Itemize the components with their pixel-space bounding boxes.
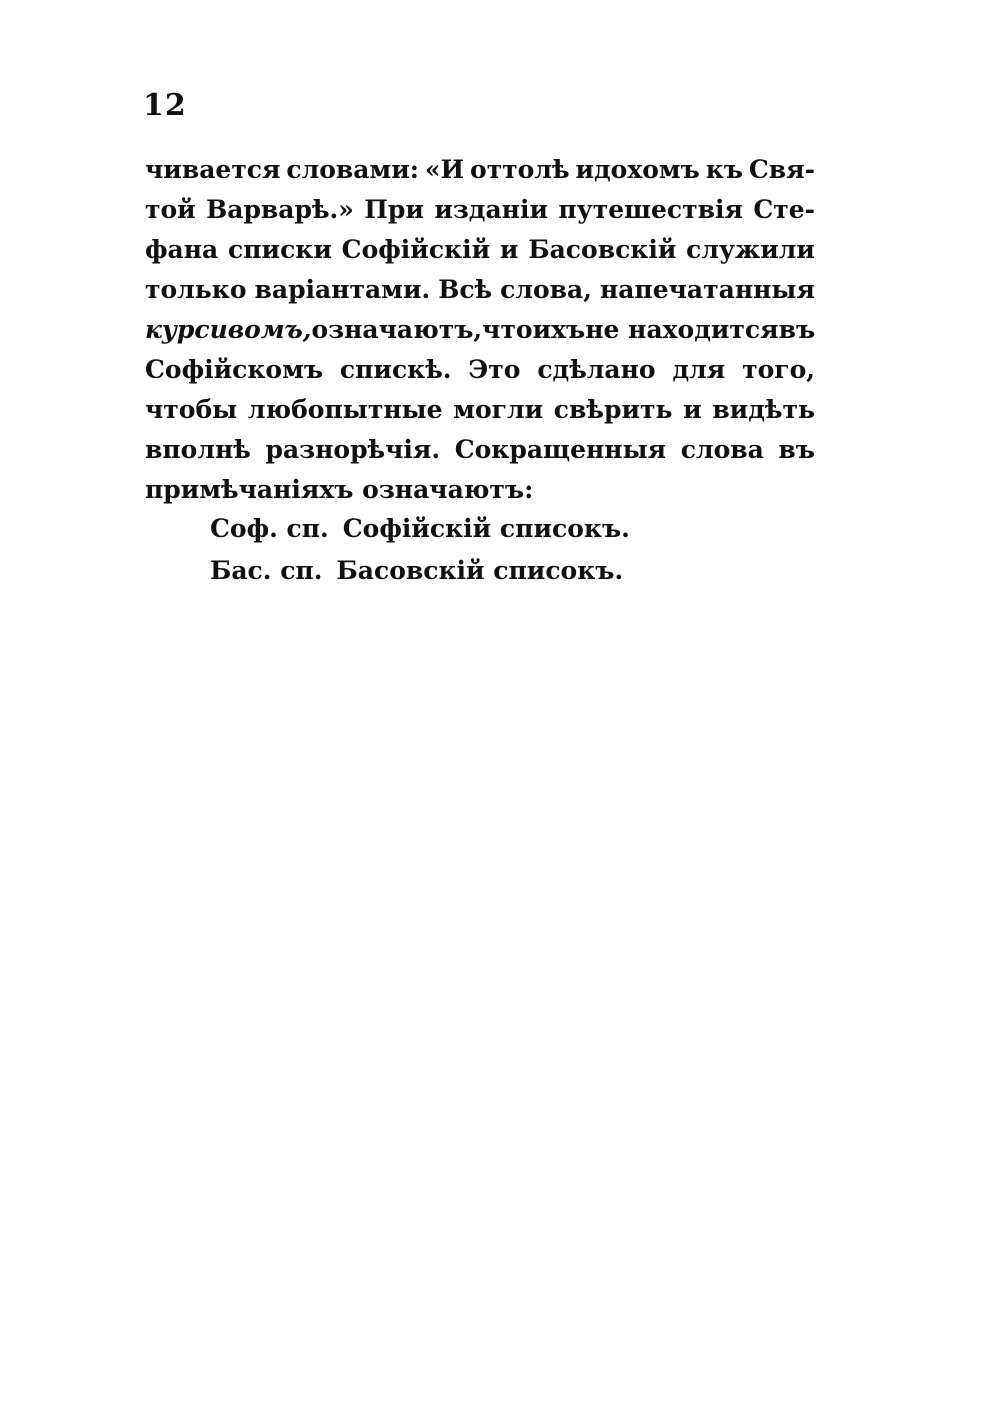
word: не находится [585, 315, 779, 344]
word: чтобы [145, 395, 238, 424]
page-number: 12 [143, 88, 187, 123]
word: могли [453, 395, 544, 424]
word: что [482, 315, 533, 344]
word: оттолѣ [470, 155, 570, 184]
word: Софійскій [341, 235, 491, 264]
word: только [145, 275, 247, 304]
text-line-6 [145, 350, 815, 390]
word: ихъ [532, 315, 586, 344]
text-line-8 [145, 430, 815, 470]
text-line-3 [145, 230, 815, 270]
paragraph [145, 150, 815, 510]
word: въ [778, 435, 815, 464]
word: служили [686, 235, 815, 264]
text-line-5 [145, 310, 815, 350]
word: фана [145, 235, 219, 264]
word: для [672, 355, 726, 384]
word: Свя- [748, 155, 815, 184]
word: вполнѣ [145, 435, 251, 464]
abbreviation: Соф. сп. [210, 514, 329, 543]
abbreviation-meaning: Басовскій списокъ. [336, 556, 624, 585]
text-line-9 [145, 470, 815, 510]
abbreviation-item [210, 508, 630, 550]
word: къ [705, 155, 743, 184]
abbreviation-list [210, 508, 630, 592]
word: путешествія [558, 195, 743, 224]
word: разнорѣчія. [265, 435, 441, 464]
abbreviation: Бас. сп. [210, 556, 323, 585]
word: той [145, 195, 196, 224]
word: и [499, 235, 519, 264]
last-line-text: примѣчаніяхъ означаютъ: [145, 475, 534, 504]
word: слова [680, 435, 764, 464]
word: въ [778, 315, 816, 344]
word: Сокращенныя [454, 435, 667, 464]
italic-word: курсивомъ, [145, 315, 312, 344]
word: Это [468, 355, 521, 384]
word: слова, [500, 275, 592, 304]
abbreviation-meaning: Софійскій списокъ. [342, 514, 630, 543]
word: При [364, 195, 424, 224]
word: спискѣ. [339, 355, 452, 384]
word: видѣть [712, 395, 815, 424]
word: Басовскій [528, 235, 677, 264]
text-line-1 [145, 150, 815, 190]
word: Всѣ [438, 275, 493, 304]
word: сдѣлано [537, 355, 656, 384]
word: Варварѣ.» [206, 195, 354, 224]
word: того, [742, 355, 815, 384]
word: «И [424, 155, 465, 184]
word: варіантами. [254, 275, 431, 304]
word: чивается [145, 155, 281, 184]
text-line-2 [145, 190, 815, 230]
word: списки [228, 235, 332, 264]
abbreviation-item [210, 550, 630, 592]
word: свѣрить [553, 395, 673, 424]
text-line-4 [145, 270, 815, 310]
text-line-7 [145, 390, 815, 430]
word: и [683, 395, 702, 424]
word: идохомъ [575, 155, 700, 184]
word: изданіи [434, 195, 549, 224]
word: означаютъ, [311, 315, 483, 344]
word: любопытные [247, 395, 443, 424]
word: напечатанныя [599, 275, 815, 304]
word: Сте- [753, 195, 815, 224]
word: Софійскомъ [145, 355, 324, 384]
word: словами: [286, 155, 419, 184]
